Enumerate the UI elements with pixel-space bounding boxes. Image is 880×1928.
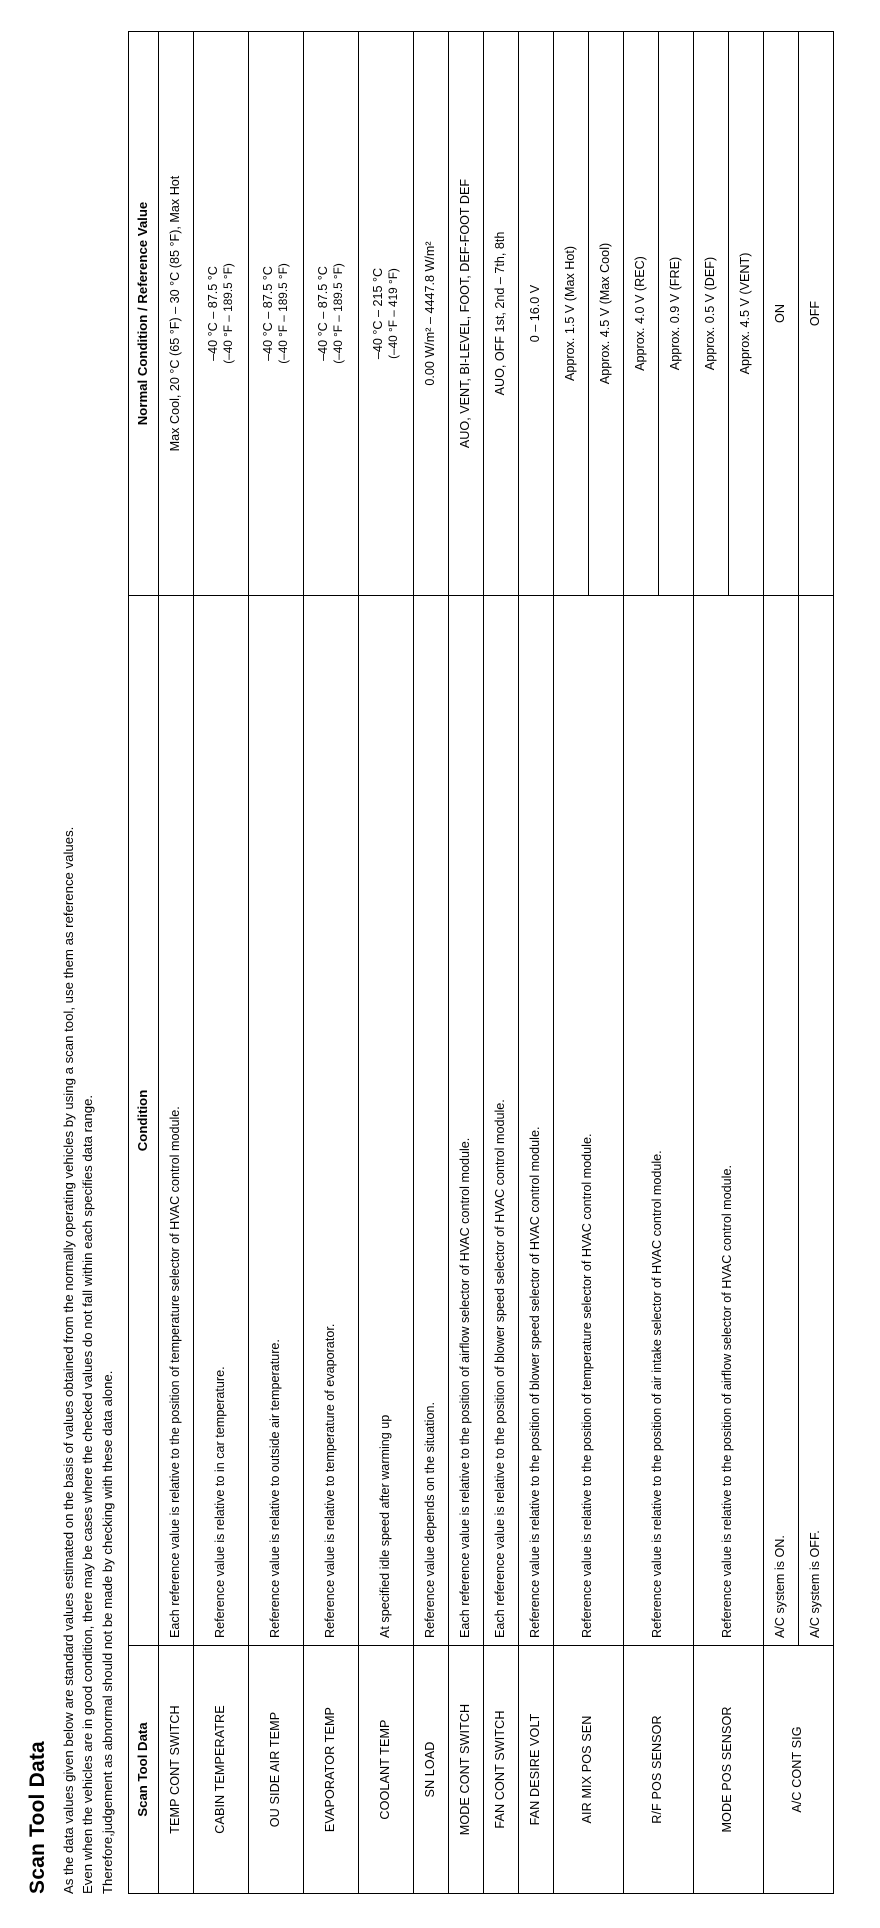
table-row (193, 32, 248, 1894)
table-row (553, 32, 588, 1894)
table-row (518, 32, 553, 1894)
row-item: FAN DESIRE VOLT (518, 1646, 553, 1894)
row-item: MODE POS SENSOR (693, 1646, 763, 1894)
row-value-secondary: Approx. 0.9 V (FRE) (658, 32, 693, 596)
row-item: OU SIDE AIR TEMP (248, 1646, 303, 1894)
row-value: AUO, OFF 1st, 2nd – 7th, 8th (483, 32, 518, 596)
row-item: FAN CONT SWITCH (483, 1646, 518, 1894)
row-condition: Reference value is relative to in car temperature. (193, 596, 248, 1646)
row-value: Approx. 1.5 V (Max Hot) (553, 32, 588, 596)
row-value: ON (763, 32, 798, 596)
row-condition: Reference value is relative to the position of airflow selector of HVAC control module. (693, 596, 763, 1646)
row-value-line-2: (–40 °F – 189.5 °F) (221, 263, 236, 364)
column-header-condition: Condition (129, 596, 159, 1646)
table-row (763, 32, 798, 1894)
row-value-line-2: (–40 °F – 419 °F) (386, 268, 401, 359)
row-value-line-1: –40 °C – 87.5 °C (260, 266, 275, 361)
row-value-secondary: Approx. 4.5 V (Max Cool) (588, 32, 623, 596)
row-value (248, 32, 303, 596)
page-title: Scan Tool Data (26, 1741, 49, 1894)
row-value-line-1: –40 °C – 215 °C (370, 267, 385, 360)
row-condition: Reference value is relative to the position of blower speed selector of HVAC control module. (518, 596, 553, 1646)
row-value: Approx. 4.0 V (REC) (623, 32, 658, 596)
row-condition: A/C system is ON. (763, 596, 798, 1646)
row-value: Approx. 0.5 V (DEF) (693, 32, 728, 596)
row-value (193, 32, 248, 596)
row-condition: Reference value is relative to the position of temperature selector of HVAC control module. (553, 596, 623, 1646)
table-row (798, 32, 833, 1894)
table-row (158, 32, 193, 1894)
row-item: COOLANT TEMP (358, 1646, 413, 1894)
column-header-normal-condition: Normal Condition / Reference Value (129, 32, 159, 596)
row-item: MODE CONT SWITCH (448, 1646, 483, 1894)
row-condition: Reference value is relative to the position of air intake selector of HVAC control module. (623, 596, 693, 1646)
row-condition-secondary: A/C system is OFF. (798, 596, 833, 1646)
row-item: EVAPORATOR TEMP (303, 1646, 358, 1894)
table-row (248, 32, 303, 1894)
row-value-line-2: (–40 °F – 189.5 °F) (276, 263, 291, 364)
row-value: 0 – 16.0 V (518, 32, 553, 596)
table-row (448, 32, 483, 1894)
row-value-secondary: OFF (798, 32, 833, 596)
table-row (413, 32, 448, 1894)
table-row (623, 32, 658, 1894)
row-value-line-1: –40 °C – 87.5 °C (315, 266, 330, 361)
table-row (693, 32, 728, 1894)
table-row (303, 32, 358, 1894)
row-value (303, 32, 358, 596)
row-value: Max Cool, 20 °C (65 °F) – 30 °C (85 °F), Max Hot (158, 32, 193, 596)
row-item: AIR MIX POS SEN (553, 1646, 623, 1894)
table-header-row (129, 32, 159, 1894)
row-item: SN LOAD (413, 1646, 448, 1894)
intro-line-1: As the data values given below are standard values estimated on the basis of values obtained from the normally operating vehicles by using a scan tool, use them as reference values. (61, 826, 76, 1894)
row-value-line-2: (–40 °F – 189.5 °F) (331, 263, 346, 364)
scan-tool-data-table (128, 31, 834, 1894)
column-header-scan-tool-data: Scan Tool Data (129, 1646, 159, 1894)
row-condition: Each reference value is relative to the position of airflow selector of HVAC control module. (448, 596, 483, 1646)
intro-paragraphs (60, 30, 116, 1894)
row-condition: Reference value is relative to outside air temperature. (248, 596, 303, 1646)
row-value-line-1: –40 °C – 87.5 °C (205, 266, 220, 361)
row-item: CABIN TEMPERATRE (193, 1646, 248, 1894)
row-condition: Reference value is relative to temperature of evaporator. (303, 596, 358, 1646)
row-item: TEMP CONT SWITCH (158, 1646, 193, 1894)
intro-line-3: Therefore,judgement as abnormal should not be made by checking with these data alone. (99, 1370, 115, 1894)
row-condition: Reference value depends on the situation. (413, 596, 448, 1646)
row-item: A/C CONT SIG (763, 1646, 833, 1894)
intro-line-2: Even when the vehicles are in good condition, there may be cases where the checked values do not fall within each specifies data range. (80, 1094, 96, 1894)
table-row (483, 32, 518, 1894)
row-condition: At specified idle speed after warming up (358, 596, 413, 1646)
row-value-secondary: Approx. 4.5 V (VENT) (728, 32, 763, 596)
row-condition: Each reference value is relative to the position of blower speed selector of HVAC control module. (483, 596, 518, 1646)
row-condition: Each reference value is relative to the position of temperature selector of HVAC control module. (158, 596, 193, 1646)
row-value: 0.00 W/m² – 4447.8 W/m² (413, 32, 448, 596)
table-row (358, 32, 413, 1894)
row-value (358, 32, 413, 596)
row-value: AUO, VENT, BI-LEVEL, FOOT, DEF-FOOT DEF (448, 32, 483, 596)
row-item: R/F POS SENSOR (623, 1646, 693, 1894)
